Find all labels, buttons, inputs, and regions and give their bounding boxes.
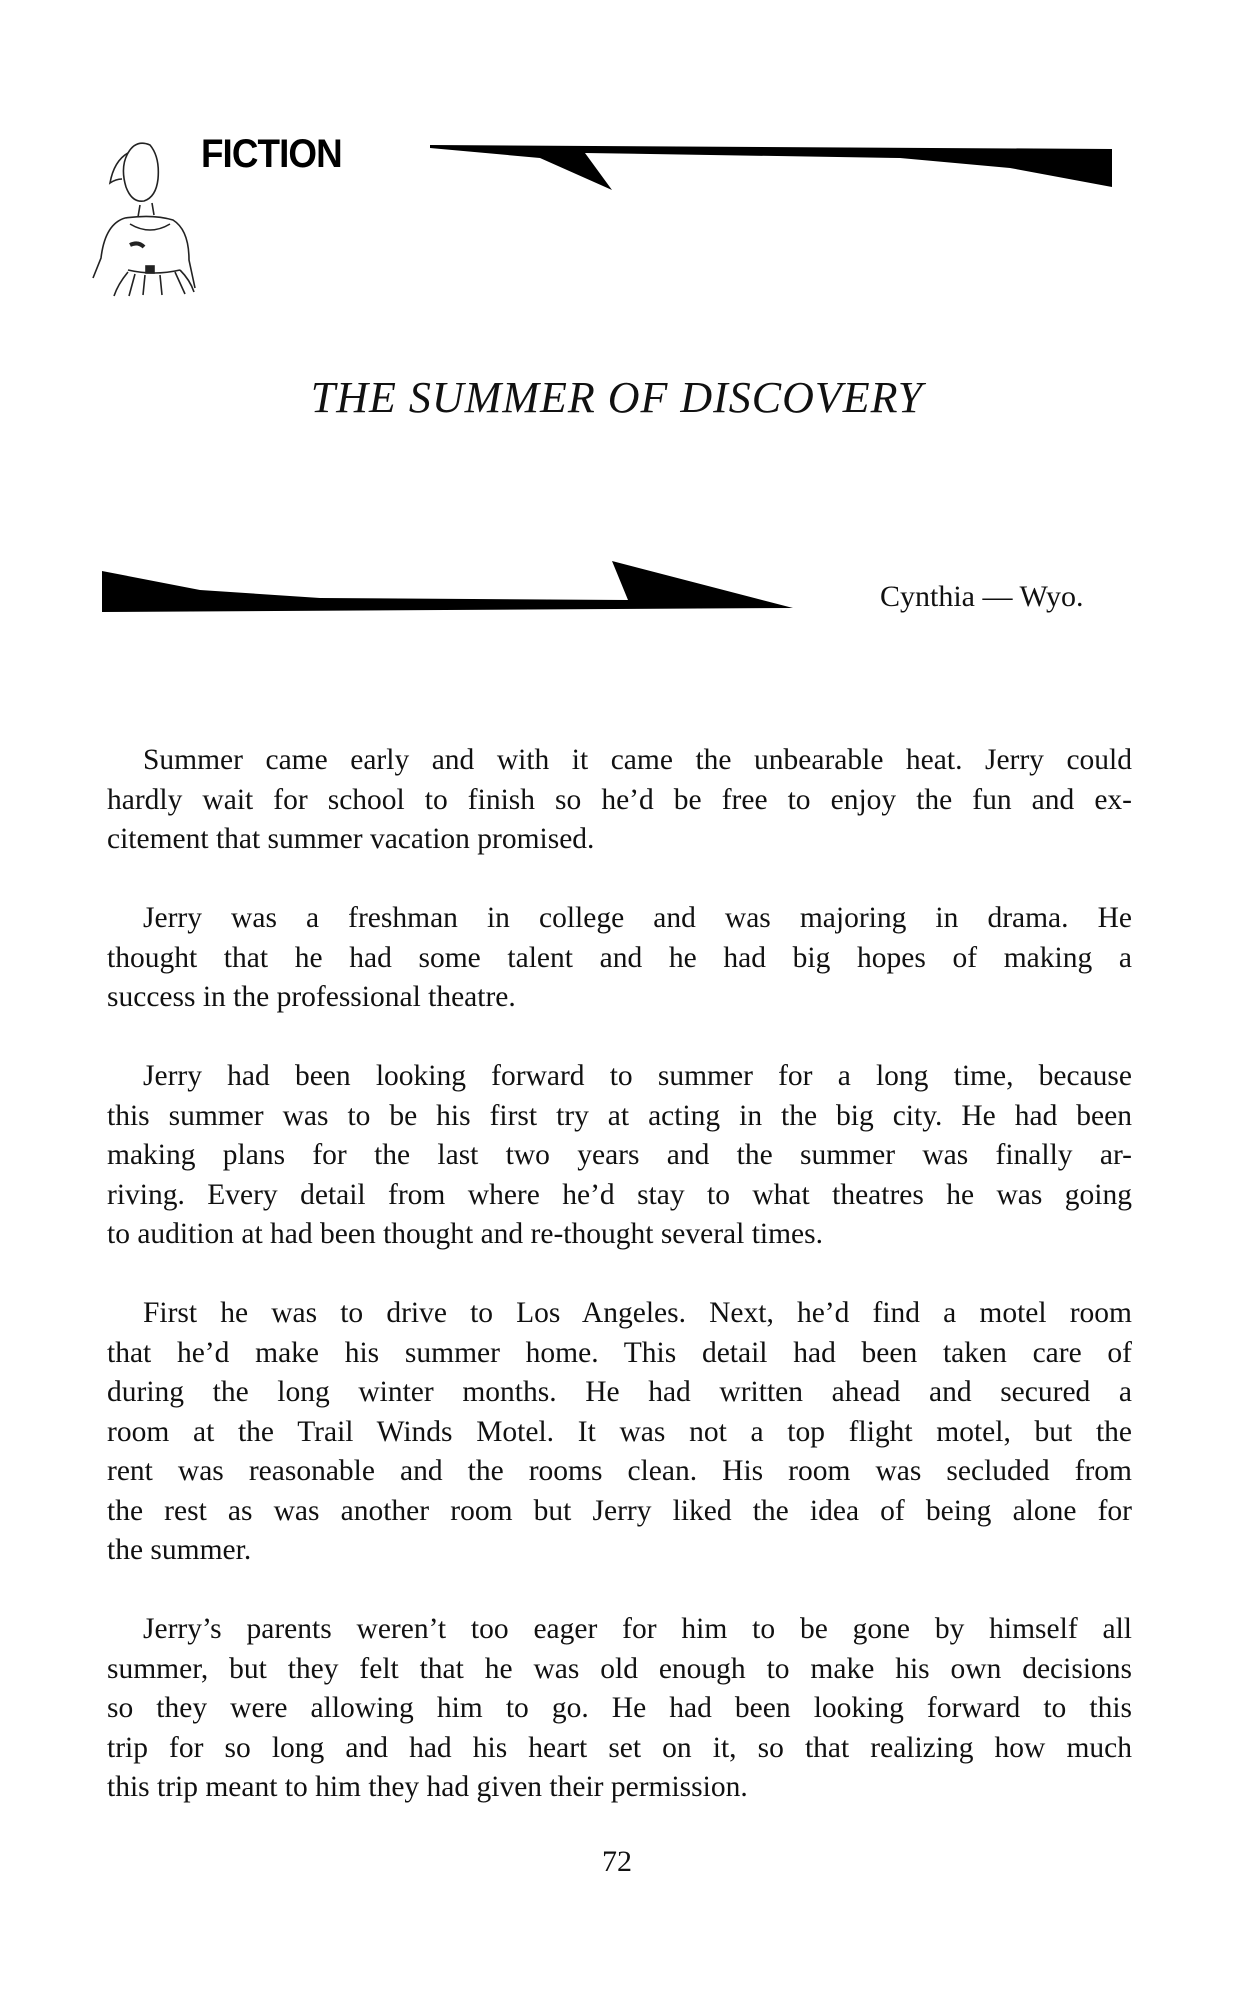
paragraph-line: to audition at had been thought and re-thought several times. [107,1218,824,1250]
section-label: FICTION [201,132,342,176]
paragraph-line: Summer came early and with it came the unbearable heat. Jerry could [143,744,1132,776]
top-swoosh-arrow [430,145,1112,190]
page-number: 72 [602,1845,632,1878]
paragraph-line: so they were allowing him to go. He had been looking forward to this [107,1692,1132,1724]
story-paragraph [107,1610,1132,1808]
paragraph-line: rent was reasonable and the rooms clean. His room was secluded from [107,1455,1132,1487]
bottom-swoosh-arrow [102,561,793,612]
paragraph-line: that he’d make his summer home. This detail had been taken care of [107,1336,1132,1369]
story-paragraph [107,741,1132,860]
paragraph-line: thought that he had some talent and he had big hopes of making a [107,941,1132,974]
paragraph-line: the summer. [107,1534,252,1566]
paragraph-line: this summer was to be his first try at acting in the big city. He had been [107,1099,1132,1132]
paragraph-line: Jerry’s parents weren’t too eager for him to be gone by himself all [143,1613,1132,1645]
paragraph-line: hardly wait for school to finish so he’d be free to enjoy the fun and ex- [107,783,1132,816]
story-title: THE SUMMER OF DISCOVERY [310,373,924,422]
paragraph-line: citement that summer vacation promised. [107,823,595,855]
story-paragraph [107,899,1132,1018]
paragraph-line: riving. Every detail from where he’d stay to what theatres he was going [107,1178,1132,1211]
paragraph-line: this trip meant to him they had given their permission. [107,1771,748,1803]
story-paragraph [107,1294,1132,1571]
paragraph-line: the rest as was another room but Jerry liked the idea of being alone for [107,1494,1132,1527]
paragraph-line: success in the professional theatre. [107,981,516,1013]
story-body [107,741,1132,1847]
paragraph-line: making plans for the last two years and the summer was finally ar- [107,1139,1132,1171]
woman-illustration-icon [93,143,195,296]
paragraph-line: summer, but they felt that he was old enough to make his own decisions [107,1652,1132,1685]
story-author: Cynthia — Wyo. [880,580,1084,613]
paragraph-line: First he was to drive to Los Angeles. Next, he’d find a motel room [143,1297,1132,1329]
story-paragraph [107,1057,1132,1255]
paragraph-line: during the long winter months. He had written ahead and secured a [107,1376,1132,1408]
paragraph-line: Jerry had been looking forward to summer for a long time, because [143,1060,1132,1092]
paragraph-line: room at the Trail Winds Motel. It was not a top flight motel, but the [107,1415,1132,1448]
paragraph-line: trip for so long and had his heart set on it, so that realizing how much [107,1731,1132,1764]
paragraph-line: Jerry was a freshman in college and was majoring in drama. He [143,902,1132,934]
